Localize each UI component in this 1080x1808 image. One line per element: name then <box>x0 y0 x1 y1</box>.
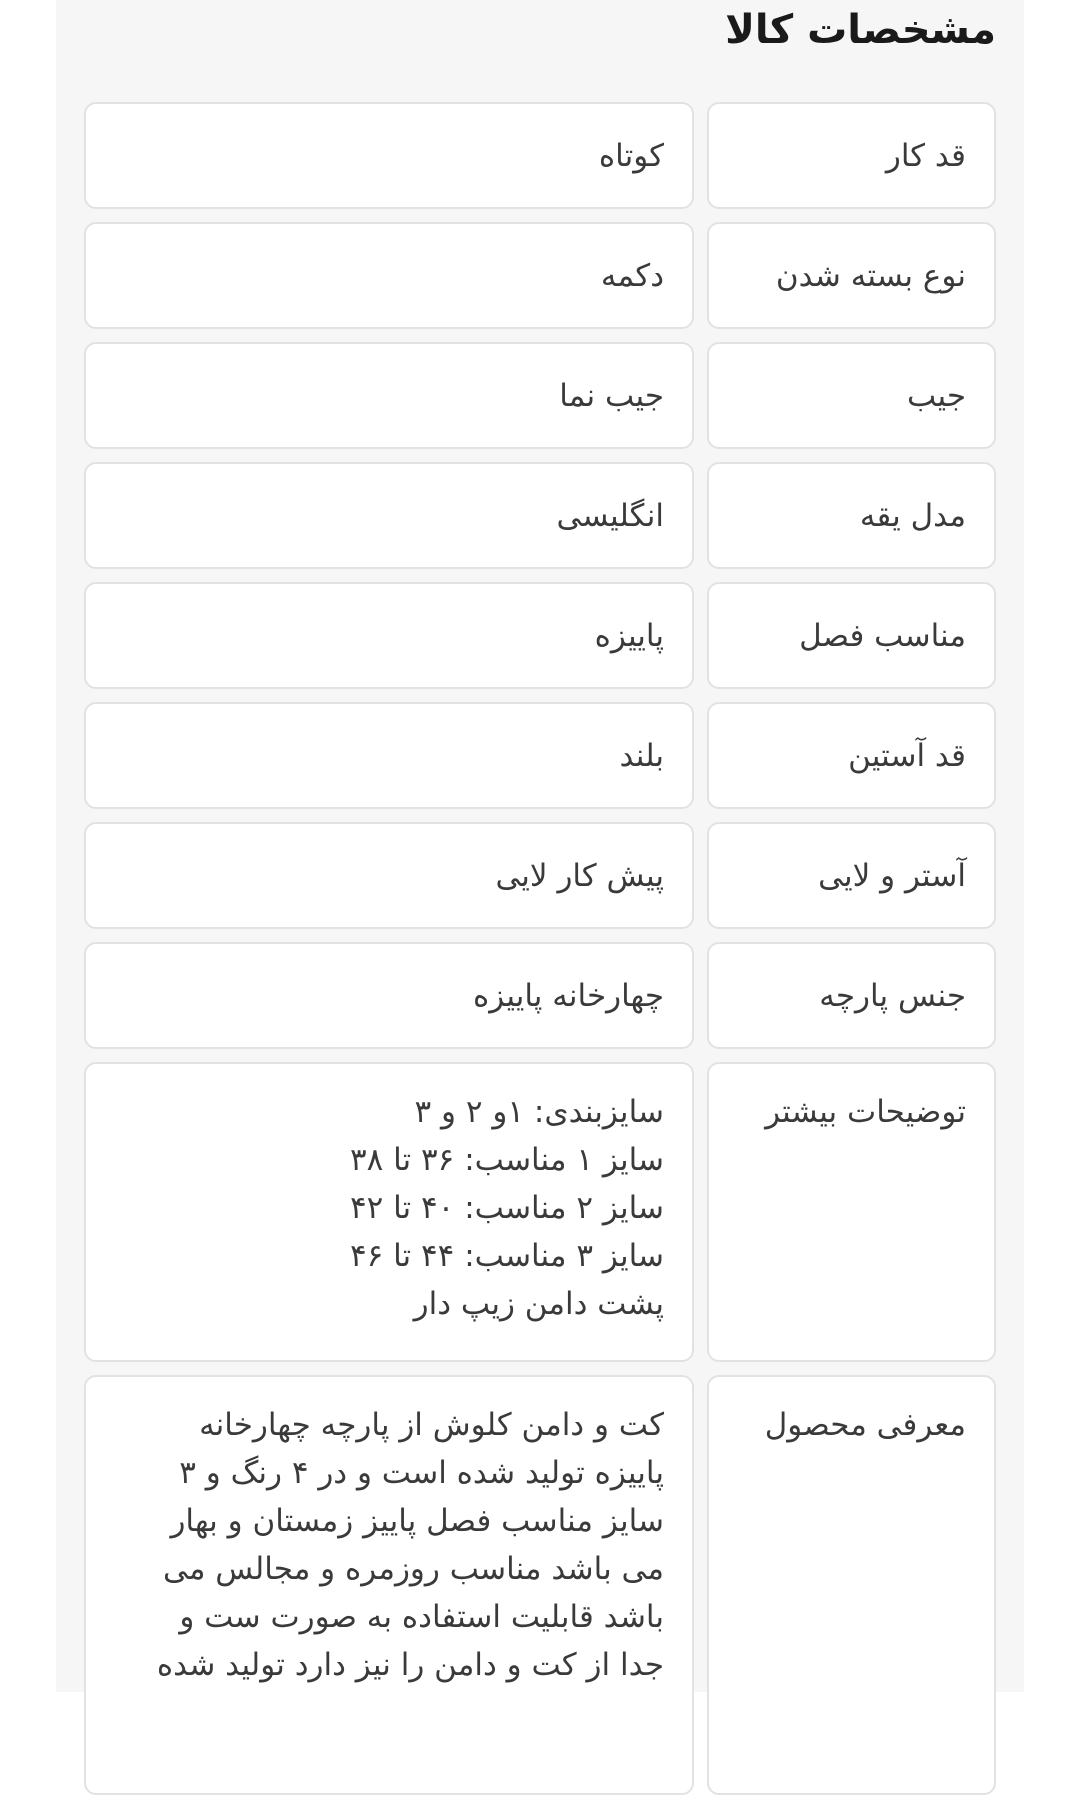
spec-label: توضیحات بیشتر <box>707 1062 996 1362</box>
spec-value: جیب نما <box>84 342 694 449</box>
spec-row-product-intro <box>84 1375 996 1795</box>
spec-list <box>84 102 996 1808</box>
spec-value: دکمه <box>84 222 694 329</box>
spec-label: مدل یقه <box>707 462 996 569</box>
product-specs-panel <box>56 0 1024 1692</box>
spec-value: چهارخانه پاییزه <box>84 942 694 1049</box>
spec-value: پاییزه <box>84 582 694 689</box>
spec-label: مناسب فصل <box>707 582 996 689</box>
spec-row-more-details <box>84 1062 996 1362</box>
spec-label: نوع بسته شدن <box>707 222 996 329</box>
spec-value: کت و دامن کلوش از پارچه چهارخانه پاییزه تولید شده است و در ۴ رنگ و ۳ سایز مناسب فصل پاییز زمستان و بهار می باشد مناسب روزمره و مجالس می باشد قابلیت استفاده به صورت ست و جدا از کت و دامن را نیز دارد تولید شده <box>84 1375 694 1795</box>
spec-value: انگلیسی <box>84 462 694 569</box>
spec-label: آستر و لایی <box>707 822 996 929</box>
spec-row-lining <box>84 822 996 929</box>
spec-row-fabric <box>84 942 996 1049</box>
spec-row-sleeve <box>84 702 996 809</box>
spec-label: جیب <box>707 342 996 449</box>
section-title: مشخصات کالا <box>725 7 996 53</box>
spec-value: سایزبندی: ۱و ۲ و ۳ سایز ۱ مناسب: ۳۶ تا ۳۸ سایز ۲ مناسب: ۴۰ تا ۴۲ سایز ۳ مناسب: ۴۴ تا ۴۶ پشت دامن زیپ دار <box>84 1062 694 1362</box>
spec-value: پیش کار لایی <box>84 822 694 929</box>
spec-value: کوتاه <box>84 102 694 209</box>
spec-label: معرفی محصول <box>707 1375 996 1795</box>
spec-label: قد کار <box>707 102 996 209</box>
spec-row-season <box>84 582 996 689</box>
spec-row-collar <box>84 462 996 569</box>
spec-row-length <box>84 102 996 209</box>
spec-label: قد آستین <box>707 702 996 809</box>
spec-row-closure <box>84 222 996 329</box>
spec-row-pocket <box>84 342 996 449</box>
spec-value: بلند <box>84 702 694 809</box>
spec-label: جنس پارچه <box>707 942 996 1049</box>
